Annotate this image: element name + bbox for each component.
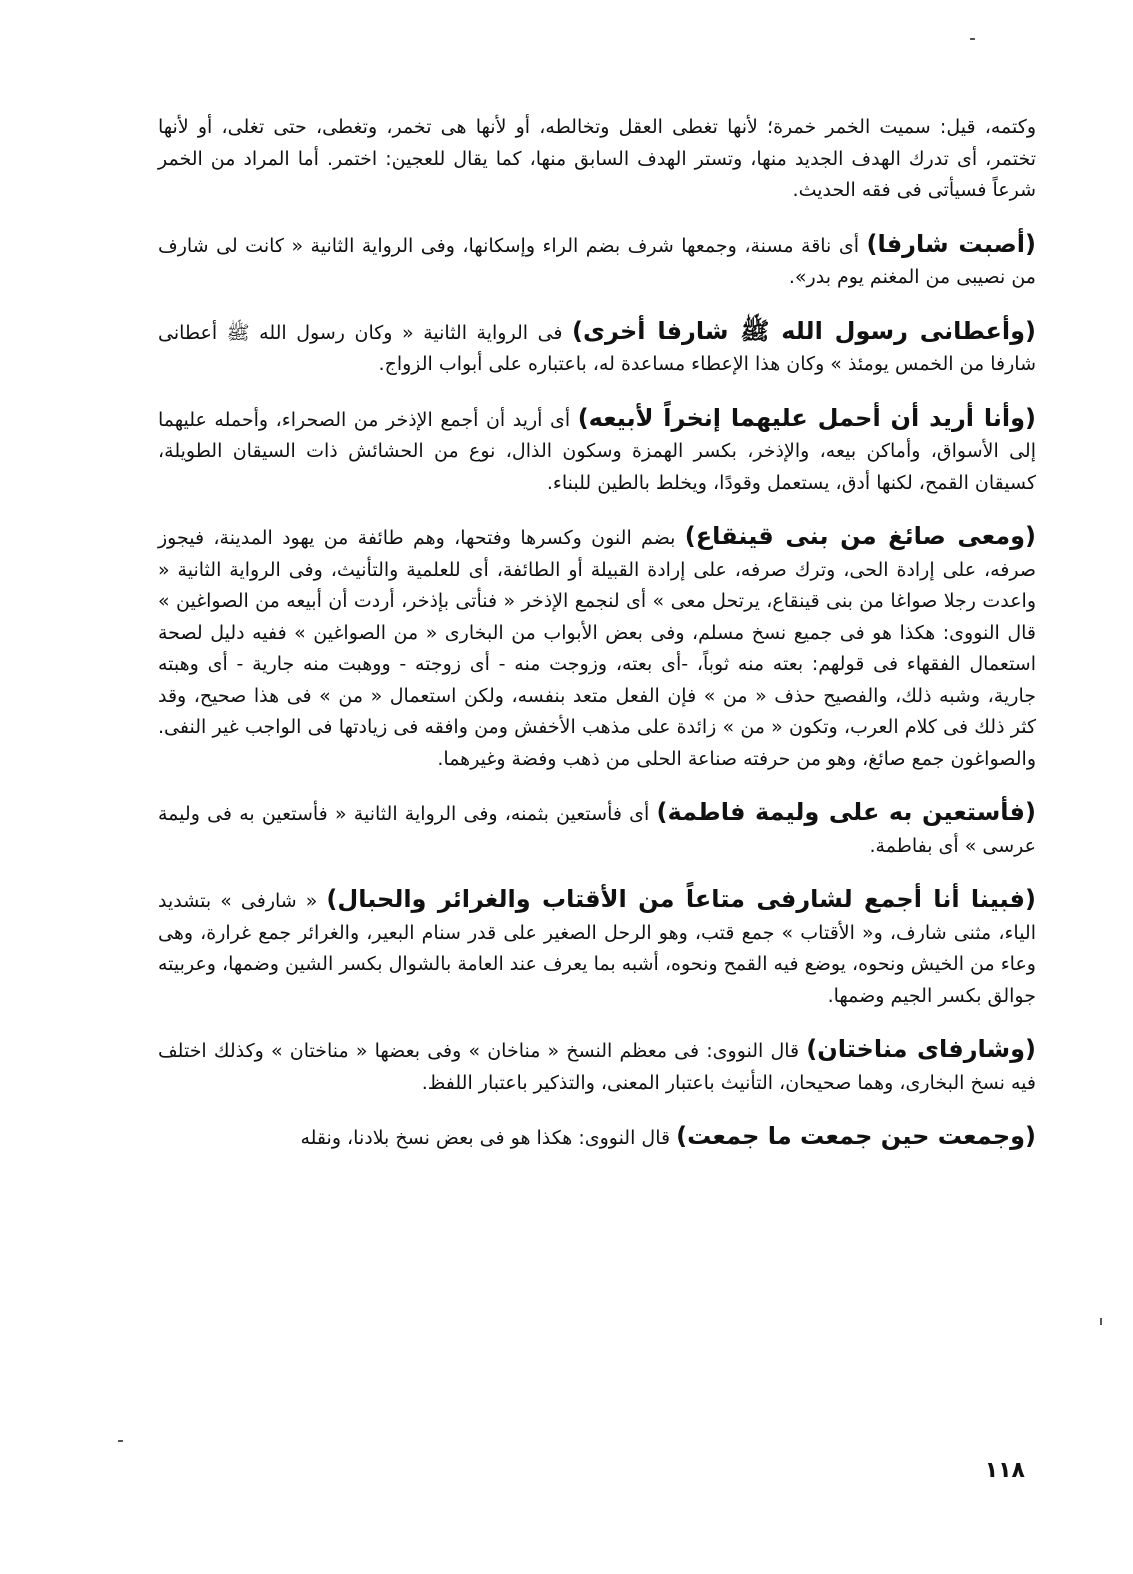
paragraph-5-heading: (ومعى صائغ من بنى قينقاع)	[684, 522, 1036, 550]
paragraph-4-text: أى أريد أن أجمع الإذخر من الصحراء، وأحمله عليهما إلى الأسواق، وأماكن بيعه، والإذخر، بكسر الهمزة وسكون الذال، نوع من الحشائش ذات السيقان الطويلة، كسيقان القمح، لكنها أدق، يستعمل وقودًا، ويخلط بالطين للبناء.	[158, 408, 1036, 494]
paragraph-5	[158, 521, 1036, 775]
paragraph-3-heading: (وأعطانى رسول الله ﷺ شارفا أخرى)	[572, 316, 1036, 345]
paragraph-8-heading: (وشارفاى مناختان)	[806, 1035, 1037, 1063]
paragraph-9-text: قال النووى: هكذا هو فى بعض نسخ بلادنا، ونقله	[300, 1127, 677, 1149]
body-text	[158, 110, 1036, 1177]
paragraph-2-heading: (أصبت شارفا)	[866, 229, 1037, 258]
paragraph-6-text: أى فأستعين بثمنه، وفى الرواية الثانية « فأستعين به فى وليمة عرسى » أى بفاطمة.	[158, 803, 1036, 857]
page-number: ١١٨	[984, 1458, 1025, 1483]
paragraph-9-heading: (وجمعت حين جمعت ما جمعت)	[676, 1122, 1036, 1150]
paragraph-8-text: قال النووى: فى معظم النسخ « مناخان » وفى بعضها « مناختان » وكذلك اختلف فيه نسخ البخارى، وهما صحيحان، التأنيث باعتبار المعنى، والتذكير باعتبار اللفظ.	[158, 1040, 1036, 1094]
paragraph-7-text: « شارفى » بتشديد الياء، مثنى شارف، و« الأقتاب » جمع قتب، وهو الرحل الصغير على قدر سنام البعير، والغرائر جمع غرارة، وهى وعاء من الخيش ونحوه، يوضع فيه القمح ونحوه، أشبه بما يعرف عند العامة بالشوال بكسر الشين وضمها، وعربيته جوالق بكسر الجيم وضمها.	[158, 890, 1036, 1007]
paragraph-7	[158, 884, 1036, 1012]
paragraph-2-text: أى ناقة مسنة، وجمعها شرف بضم الراء وإسكانها، وفى الرواية الثانية « كانت لى شارف من نصيبى من المغنم يوم بدر».	[158, 234, 1036, 288]
paragraph-9	[158, 1121, 1036, 1155]
paragraph-8	[158, 1034, 1036, 1099]
paragraph-2	[158, 229, 1036, 294]
paragraph-7-heading: (فبينا أنا أجمع لشارفى متاعاً من الأقتاب والغرائر والحبال)	[326, 885, 1036, 913]
paragraph-1	[158, 110, 1036, 207]
paragraph-3-text: فى الرواية الثانية « وكان رسول الله ﷺ أعطانى شارفا من الخمس يومئذ » وكان هذا الإعطاء مساعدة له، باعتباره على أبواب الزواج.	[158, 321, 1036, 375]
paragraph-1-text: وكتمه، قيل: سميت الخمر خمرة؛ لأنها تغطى العقل وتخالطه، أو لأنها هى تخمر، وتغطى، حتى تغلى، أو لأنها تختمر، أى تدرك الهدف الجديد منها، وتستر الهدف السابق منها، كما يقال للعجين: اختمر. أما المراد من الخمر شرعاً فسيأتى فى فقه الحديث.	[158, 116, 1036, 201]
paragraph-5-text: بضم النون وكسرها وفتحها، وهم طائفة من يهود المدينة، فيجوز صرفه، على إرادة الحى، وترك صرفه، على إرادة القبيلة أو الطائفة، أى للعلمية والتأنيث، وفى الرواية الثانية « واعدت رجلا صواغا من بنى قينقاع، يرتحل معى » أى لنجمع الإذخر « فنأتى بإذخر، أردت أن أبيعه من الصواغين » قال النووى: هكذا هو فى جميع نسخ مسلم، وفى بعض الأبواب من البخارى « من الصواغين » ففيه دليل لصحة استعمال الفقهاء فى قولهم: بعته منه ثوباً، -أى بعته، وزوجت منه - أى زوجته - ووهبت منه جارية - أى وهبته جارية، وشبه ذلك، والفصيح حذف « من » فإن الفعل متعد بنفسه، ولكن استعمال « من » فى هذا صحيح، وقد كثر ذلك فى كلام العرب، وتكون « من » زائدة على مذهب الأخفش ومن وافقه فى زيادتها فى الواجب غير النفى. والصواغون جمع صائغ، وهو من حرفته صناعة الحلى من ذهب وفضة وغيرهما.	[158, 527, 1036, 770]
paragraph-3	[158, 316, 1036, 381]
scan-speck-right	[1100, 1318, 1102, 1325]
scan-speck-left	[118, 1440, 123, 1442]
scan-speck-top	[970, 38, 975, 40]
paragraph-6-heading: (فأستعين به على وليمة فاطمة)	[656, 798, 1036, 826]
paragraph-4-heading: (وأنا أريد أن أحمل عليهما إنخراً لأبيعه)	[577, 403, 1036, 432]
paragraph-4	[158, 403, 1036, 500]
paragraph-6	[158, 797, 1036, 862]
